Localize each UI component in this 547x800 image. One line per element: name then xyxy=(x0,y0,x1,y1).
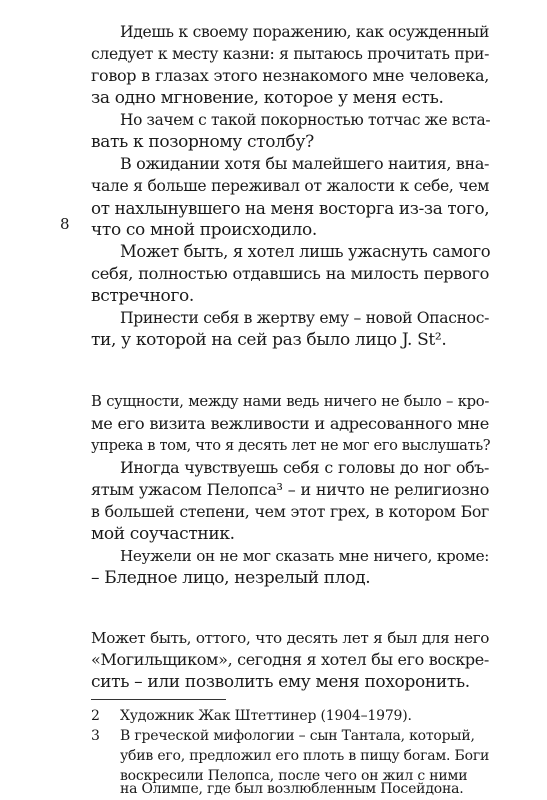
text-line: Идешь к своему поражению, как осужденный xyxy=(120,23,489,41)
page-number: 8 xyxy=(60,215,70,233)
text-line: вать к позорному столбу? xyxy=(91,132,314,152)
footnote-text: Художник Жак Штеттинер (1904–1979). xyxy=(120,708,412,724)
text-line: чале я больше переживал от жалости к себе, чем xyxy=(91,177,489,195)
text-line: в большей степени, чем этот грех, в котором Бог xyxy=(91,502,489,521)
text-line: Но зачем с такой покорностью тотчас же вста- xyxy=(120,111,491,129)
footnote-text: воскресили Пелопса, после чего он жил с ними xyxy=(120,768,468,784)
text-line: «Могильщиком», сегодня я хотел бы его воскре- xyxy=(91,650,489,669)
text-line: сить – или позволить ему меня похоронить. xyxy=(91,672,470,692)
text-line: следует к месту казни: я пытаюсь прочитать при- xyxy=(91,45,489,63)
footnote-text: убив его, предложил его плоть в пищу богам. Боги xyxy=(120,748,490,764)
text-line: встречного. xyxy=(91,286,194,306)
text-line: говор в глазах этого незнакомого мне человека, xyxy=(91,66,489,85)
footnote-divider xyxy=(91,699,226,700)
text-line: за одно мгновение, которое у меня есть. xyxy=(91,88,444,108)
text-line: Принести себя в жертву ему – новой Опаснос- xyxy=(120,309,489,327)
text-line: мой соучастник. xyxy=(91,524,235,544)
dialogue-line: – Бледное лицо, незрелый плод. xyxy=(91,568,371,588)
text-line: упрека в том, что я десять лет не мог его выслушать? xyxy=(91,437,491,454)
footnote-number: 3 xyxy=(91,728,100,744)
text-line: Может быть, я хотел лишь ужаснуть самого xyxy=(120,242,491,261)
text-line: себя, полностью отдавшись на милость первого xyxy=(91,264,489,283)
text-line: В сущности, между нами ведь ничего не было – кро- xyxy=(91,393,489,410)
footnote-number: 2 xyxy=(91,708,100,724)
text-line: Иногда чувствуешь себя с головы до ног объ- xyxy=(120,458,489,477)
text-line: В ожидании хотя бы малейшего наития, вна- xyxy=(120,154,490,173)
footnote-text: В греческой мифологии – сын Тантала, который, xyxy=(120,728,475,744)
text-line: ме его визита вежливости и адресованного мне xyxy=(91,414,489,433)
text-line: ти, у которой на сей раз было лицо J. St². xyxy=(91,330,447,350)
text-line: ятым ужасом Пелопса³ – и ничто не религиозно xyxy=(91,480,489,499)
text-line: от нахлынувшего на меня восторга из-за того, xyxy=(91,198,490,218)
text-line: Неужели он не мог сказать мне ничего, кроме: xyxy=(120,547,489,565)
text-line: Может быть, оттого, что десять лет я был для него xyxy=(91,629,489,647)
text-line: что со мной происходило. xyxy=(91,220,317,240)
footnote-text: на Олимпе, где был возлюбленным Посейдона. xyxy=(120,781,464,797)
